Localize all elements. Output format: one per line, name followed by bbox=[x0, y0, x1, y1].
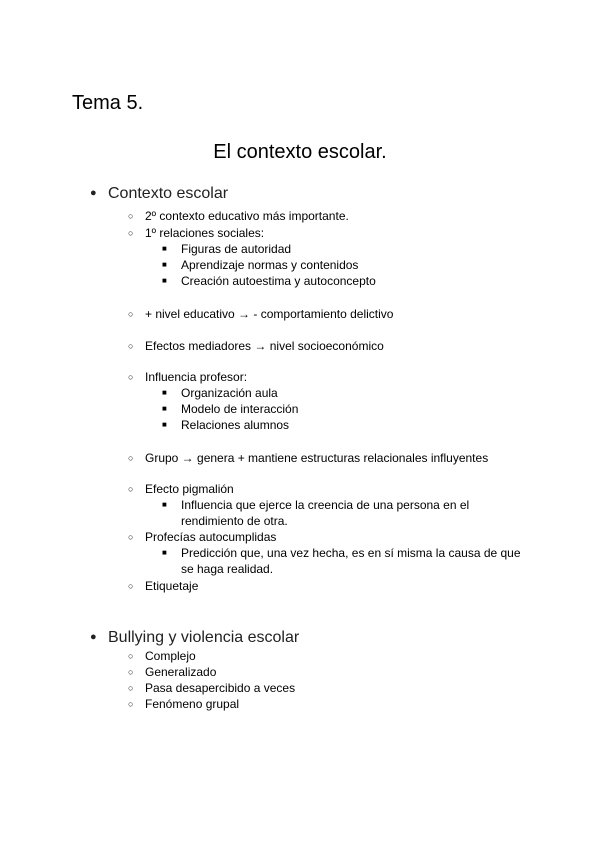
square-bullet-icon: ■ bbox=[162, 420, 167, 429]
document-title: Tema 5. bbox=[72, 92, 144, 114]
list-item: ○ Grupo → genera + mantiene estructuras relacionales influyentes bbox=[128, 451, 489, 465]
circle-bullet-icon: ○ bbox=[128, 228, 134, 238]
section-heading-contexto-escolar: ● Contexto escolar bbox=[90, 185, 229, 202]
circle-bullet-icon: ○ bbox=[128, 453, 134, 463]
bullet-icon: ● bbox=[90, 631, 97, 643]
list-item: ○ Efectos mediadores → nivel socioeconómico bbox=[128, 339, 384, 353]
sub-list-item: ■ Modelo de interacción bbox=[162, 402, 299, 416]
circle-bullet-icon: ○ bbox=[128, 484, 134, 494]
sub-list-item: ■ Predicción que, una vez hecha, es en sí misma la causa de que se haga realidad. bbox=[162, 546, 521, 576]
circle-bullet-icon: ○ bbox=[128, 309, 134, 319]
circle-bullet-icon: ○ bbox=[128, 211, 134, 221]
circle-bullet-icon: ○ bbox=[128, 532, 134, 542]
square-bullet-icon: ■ bbox=[162, 404, 167, 413]
square-bullet-icon: ■ bbox=[162, 244, 167, 253]
square-bullet-icon: ■ bbox=[162, 276, 167, 285]
list-item: ○ + nivel educativo → - comportamiento delictivo bbox=[128, 307, 394, 321]
sub-list-item: ■ Influencia que ejerce la creencia de una persona en el rendimiento de otra. bbox=[162, 498, 470, 528]
list-item: ○ Fenómeno grupal bbox=[128, 697, 240, 711]
bullet-icon: ● bbox=[90, 187, 97, 199]
square-bullet-icon: ■ bbox=[162, 260, 167, 269]
circle-bullet-icon: ○ bbox=[128, 651, 134, 661]
sub-list-item: ■ Figuras de autoridad bbox=[162, 242, 292, 256]
document-subtitle: El contexto escolar. bbox=[213, 141, 387, 163]
square-bullet-icon: ■ bbox=[162, 388, 167, 397]
list-item: ○ Profecías autocumplidas bbox=[128, 530, 277, 544]
circle-bullet-icon: ○ bbox=[128, 699, 134, 709]
circle-bullet-icon: ○ bbox=[128, 683, 134, 693]
list-item: ○ Influencia profesor: bbox=[128, 370, 248, 384]
list-item: ○ Generalizado bbox=[128, 665, 217, 679]
list-item: ○ 1º relaciones sociales: bbox=[128, 226, 265, 240]
sub-list-item: ■ Relaciones alumnos bbox=[162, 418, 290, 432]
square-bullet-icon: ■ bbox=[162, 548, 167, 557]
sub-list-item: ■ Creación autoestima y autoconcepto bbox=[162, 274, 376, 288]
circle-bullet-icon: ○ bbox=[128, 372, 134, 382]
list-item: ○ 2º contexto educativo más importante. bbox=[128, 209, 349, 223]
circle-bullet-icon: ○ bbox=[128, 667, 134, 677]
list-item: ○ Pasa desapercibido a veces bbox=[128, 681, 296, 695]
list-item: ○ Efecto pigmalión bbox=[128, 482, 234, 496]
section-heading-bullying: ● Bullying y violencia escolar bbox=[90, 629, 300, 646]
circle-bullet-icon: ○ bbox=[128, 581, 134, 591]
list-item: ○ Etiquetaje bbox=[128, 579, 199, 593]
circle-bullet-icon: ○ bbox=[128, 341, 134, 351]
list-item: ○ Complejo bbox=[128, 649, 196, 663]
sub-list-item: ■ Aprendizaje normas y contenidos bbox=[162, 258, 359, 272]
square-bullet-icon: ■ bbox=[162, 500, 167, 509]
sub-list-item: ■ Organización aula bbox=[162, 386, 278, 400]
